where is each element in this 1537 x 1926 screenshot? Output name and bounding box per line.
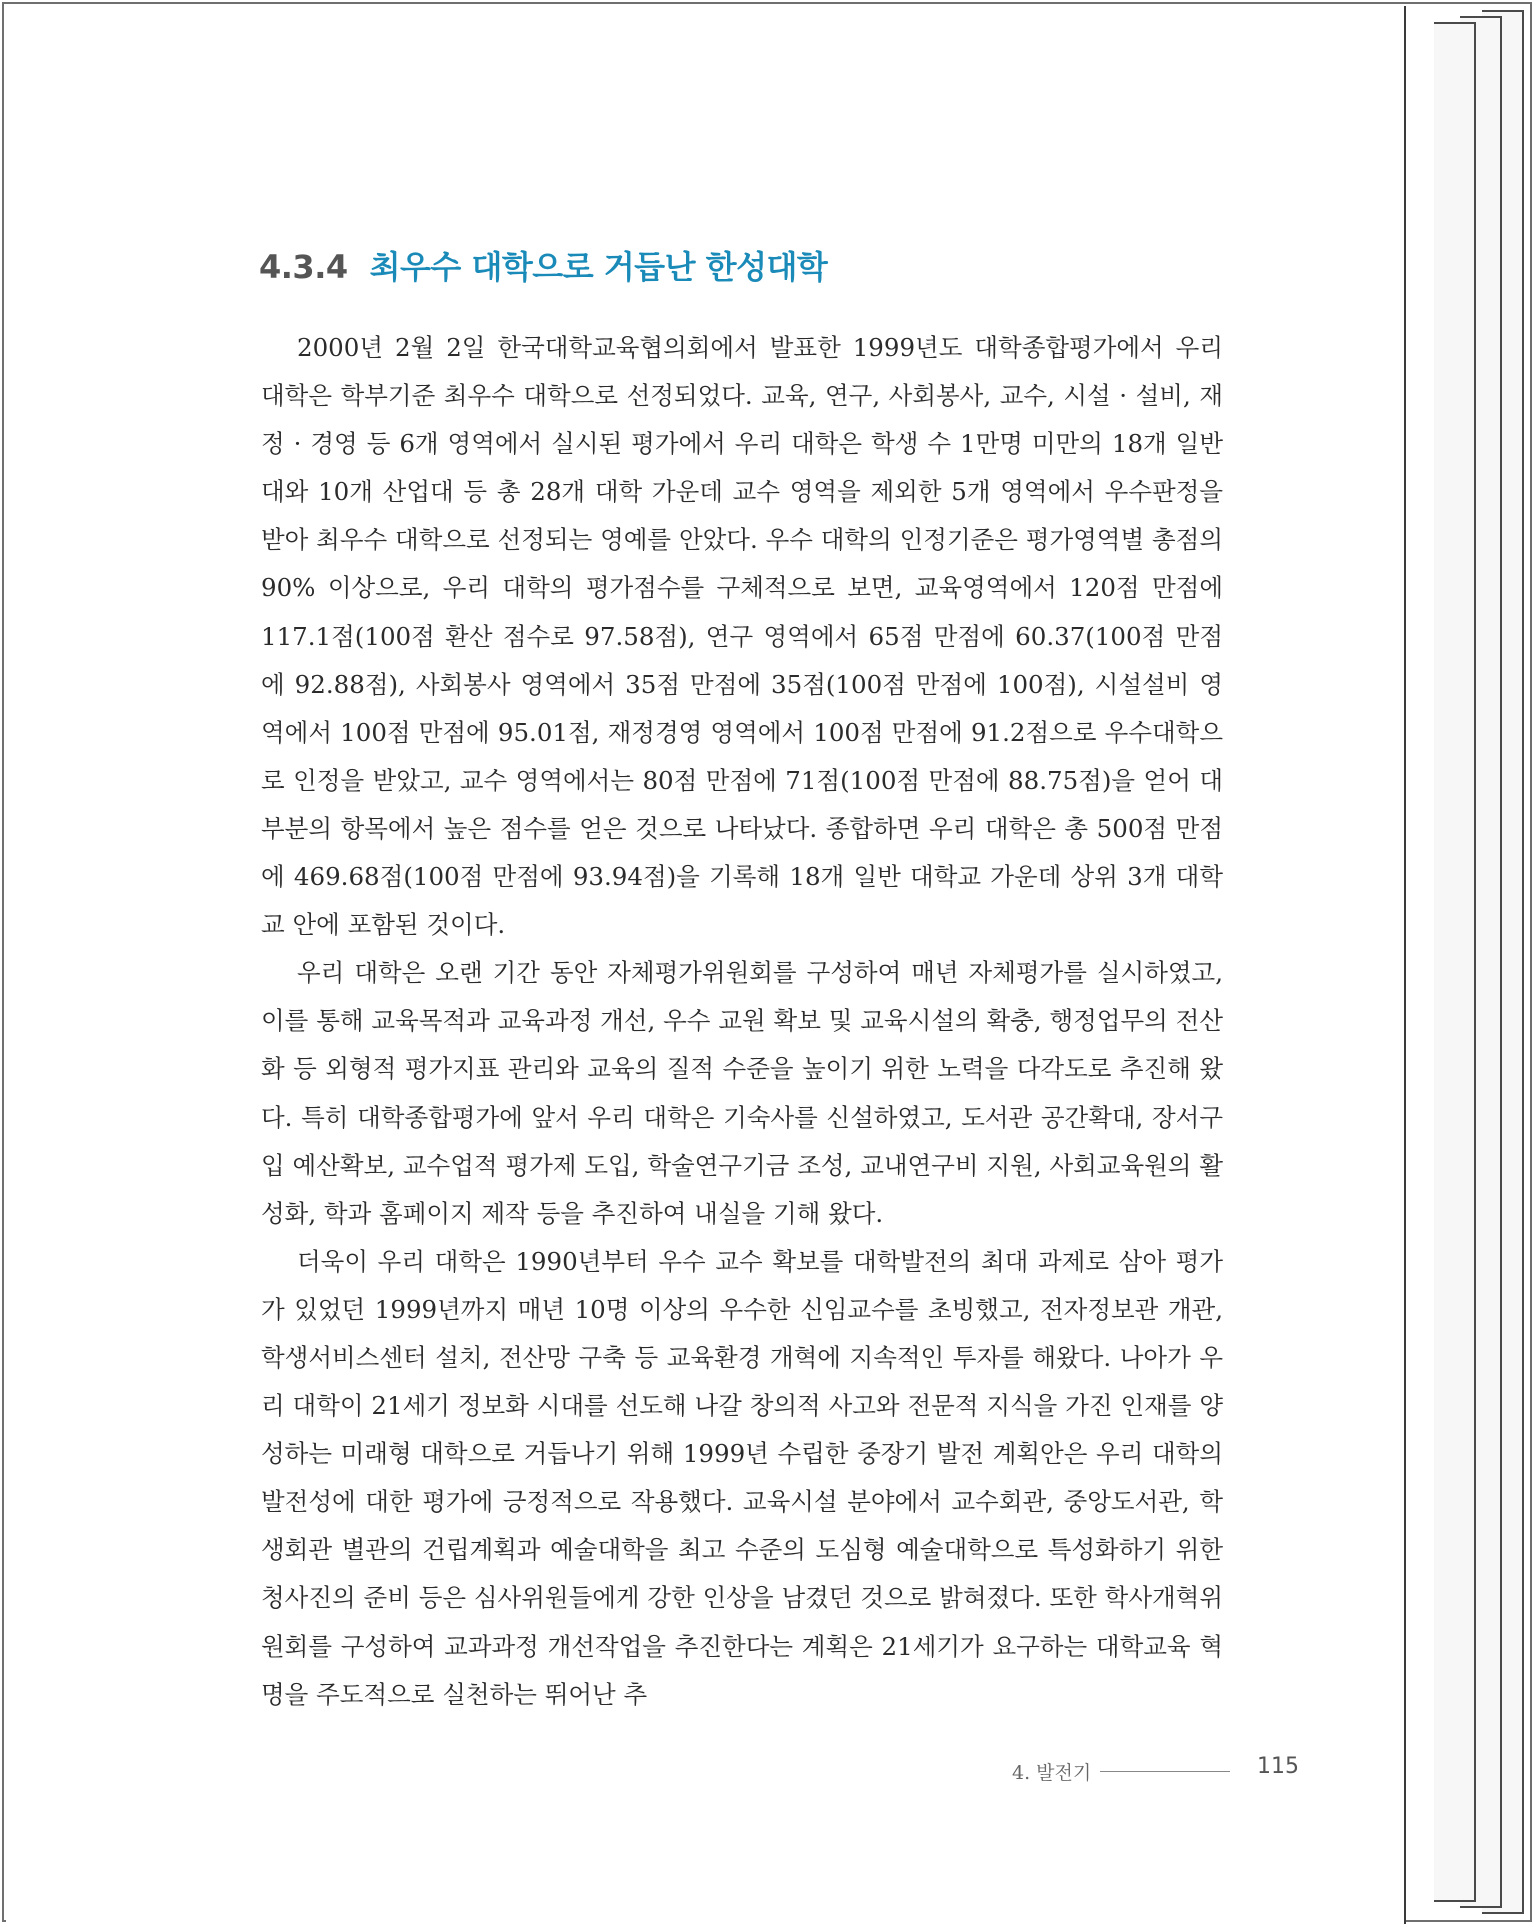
section-number: 4.3.4 <box>259 248 348 286</box>
section-title: 최우수 대학으로 거듭난 한성대학 <box>369 248 828 286</box>
body-text <box>261 324 1223 1719</box>
page-footer <box>1012 1754 1302 1784</box>
book-frame <box>2 2 1532 1922</box>
paragraph: 더욱이 우리 대학은 1990년부터 우수 교수 확보를 대학발전의 최대 과제로 삼아 평가가 있었던 1999년까지 매년 10명 이상의 우수한 신임교수를 초빙했고, 전자정보관 개관, 학생서비스센터 설치, 전산망 구축 등 교육환경 개혁에 지속적인 투자를 해왔다. 나아가 우리 대학이 21세기 정보화 시대를 선도해 나갈 창의적 사고와 전문적 지식을 가진 인재를 양성하는 미래형 대학으로 거듭나기 위해 1999년 수립한 중장기 발전 계획안은 우리 대학의 발전성에 대한 평가에 긍정적으로 작용했다. 교육시설 분야에서 교수회관, 중앙도서관, 학생회관 별관의 건립계획과 예술대학을 최고 수준의 도심형 예술대학으로 특성화하기 위한 청사진의 준비 등은 심사위원들에게 강한 인상을 남겼던 것으로 밝혀졌다. 또한 학사개혁위원회를 구성하여 교과과정 개선작업을 추진한다는 계획은 21세기가 요구하는 대학교육 혁명을 주도적으로 실천하는 뛰어난 추 <box>261 1246 1223 1709</box>
book-page <box>6 6 1406 1924</box>
footer-chapter: 4. 발전기 <box>1012 1762 1092 1784</box>
page-stack-front <box>1434 22 1476 1902</box>
page-number: 115 <box>1257 1754 1299 1779</box>
paragraph: 우리 대학은 오랜 기간 동안 자체평가위원회를 구성하여 매년 자체평가를 실시하였고, 이를 통해 교육목적과 교육과정 개선, 우수 교원 확보 및 교육시설의 확충, 행정업무의 전산화 등 외형적 평가지표 관리와 교육의 질적 수준을 높이기 위한 노력을 다각도로 추진해 왔다. 특히 대학종합평가에 앞서 우리 대학은 기숙사를 신설하였고, 도서관 공간확대, 장서구입 예산확보, 교수업적 평가제 도입, 학술연구기금 조성, 교내연구비 지원, 사회교육원의 활성화, 학과 홈페이지 제작 등을 추진하여 내실을 기해 왔다. <box>261 958 1223 1228</box>
footer-rule <box>1100 1771 1230 1772</box>
section-heading <box>259 242 827 288</box>
paragraph: 2000년 2월 2일 한국대학교육협의회에서 발표한 1999년도 대학종합평가에서 우리 대학은 학부기준 최우수 대학으로 선정되었다. 교육, 연구, 사회봉사, 교수, 시설 · 설비, 재정 · 경영 등 6개 영역에서 실시된 평가에서 우리 대학은 학생 수 1만명 미만의 18개 일반대와 10개 산업대 등 총 28개 대학 가운데 교수 영역을 제외한 5개 영역에서 우수판정을 받아 최우수 대학으로 선정되는 영예를 안았다. 우수 대학의 인정기준은 평가영역별 총점의 90% 이상으로, 우리 대학의 평가점수를 구체적으로 보면, 교육영역에서 120점 만점에 117.1점(100점 환산 점수로 97.58점), 연구 영역에서 65점 만점에 60.37(100점 만점에 92.88점), 사회봉사 영역에서 35점 만점에 35점(100점 만점에 100점), 시설설비 영역에서 100점 만점에 95.01점, 재정경영 영역에서 100점 만점에 91.2점으로 우수대학으로 인정을 받았고, 교수 영역에서는 80점 만점에 71점(100점 만점에 88.75점)을 얻어 대부분의 항목에서 높은 점수를 얻은 것으로 나타났다. 종합하면 우리 대학은 총 500점 만점에 469.68점(100점 만점에 93.94점)을 기록해 18개 일반 대학교 가운데 상위 3개 대학교 안에 포함된 것이다. <box>261 333 1223 940</box>
